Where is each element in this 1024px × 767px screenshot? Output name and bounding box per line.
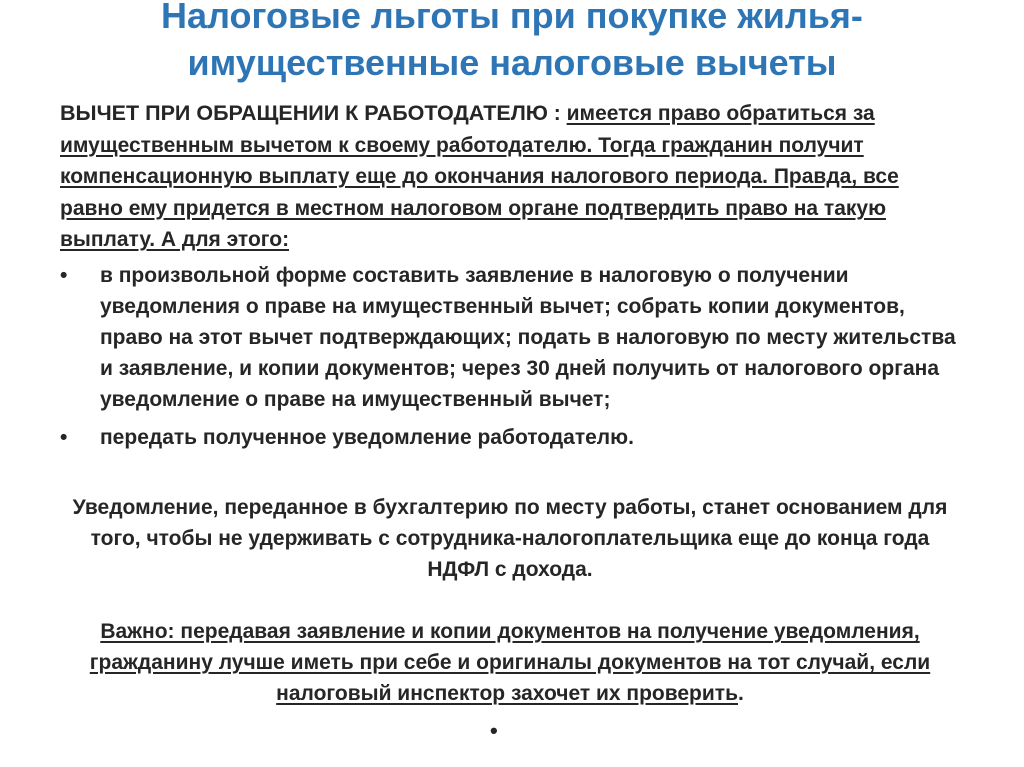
notice-text: Уведомление, переданное в бухгалтерию по месту работы, станет основанием для того, чтобы не удерживать с сотрудника-налогоплательщика еще до конца года НДФЛ с дохода [72, 496, 948, 581]
title-line-2: имущественные налоговые вычеты [187, 42, 837, 83]
intro-text: имеется право обратиться за имущественным вычетом к своему работодателю. Тогда гражданин получит компенсационную выплату еще до окончания налогового периода. Правда, все равно ему придется в местном налоговом органе подтвердить право на такую выплату. А для этого: [60, 102, 899, 251]
slide-body [60, 98, 960, 705]
bullet-marker: • [60, 263, 68, 287]
important-paragraph [60, 616, 960, 709]
intro-heading: ВЫЧЕТ ПРИ ОБРАЩЕНИИ К РАБОТОДАТЕЛЮ [60, 101, 548, 125]
trailing-bullet: • [490, 718, 498, 743]
intro-separator: : [547, 102, 567, 125]
slide-title [0, 0, 1024, 85]
list-item [60, 260, 960, 415]
title-line-1: Налоговые льготы при покупке жилья- [161, 0, 863, 36]
bullet-list [60, 260, 960, 453]
notice-end: . [586, 558, 593, 581]
intro-paragraph [60, 98, 960, 256]
important-text: Важно: передавая заявление и копии документов на получение уведомления, гражданину лучше иметь при себе и оригиналы документов на тот случай, если налоговый инспектор захочет их проверить [89, 620, 931, 705]
bullet-text: передать полученное уведомление работодателю. [100, 425, 634, 449]
important-end: . [737, 682, 744, 705]
bullet-text: в произвольной форме составить заявление в налоговую о получении уведомления о праве на имущественный вычет; собрать копии документов, право на этот вычет подтверждающих; подать в налоговую по месту жительства и заявление, и копии документов; через 30 дней получить от налогового органа уведомление о праве на имущественный вычет; [100, 263, 956, 411]
list-item [60, 422, 960, 453]
bullet-marker: • [60, 425, 68, 449]
notice-paragraph [60, 492, 960, 585]
